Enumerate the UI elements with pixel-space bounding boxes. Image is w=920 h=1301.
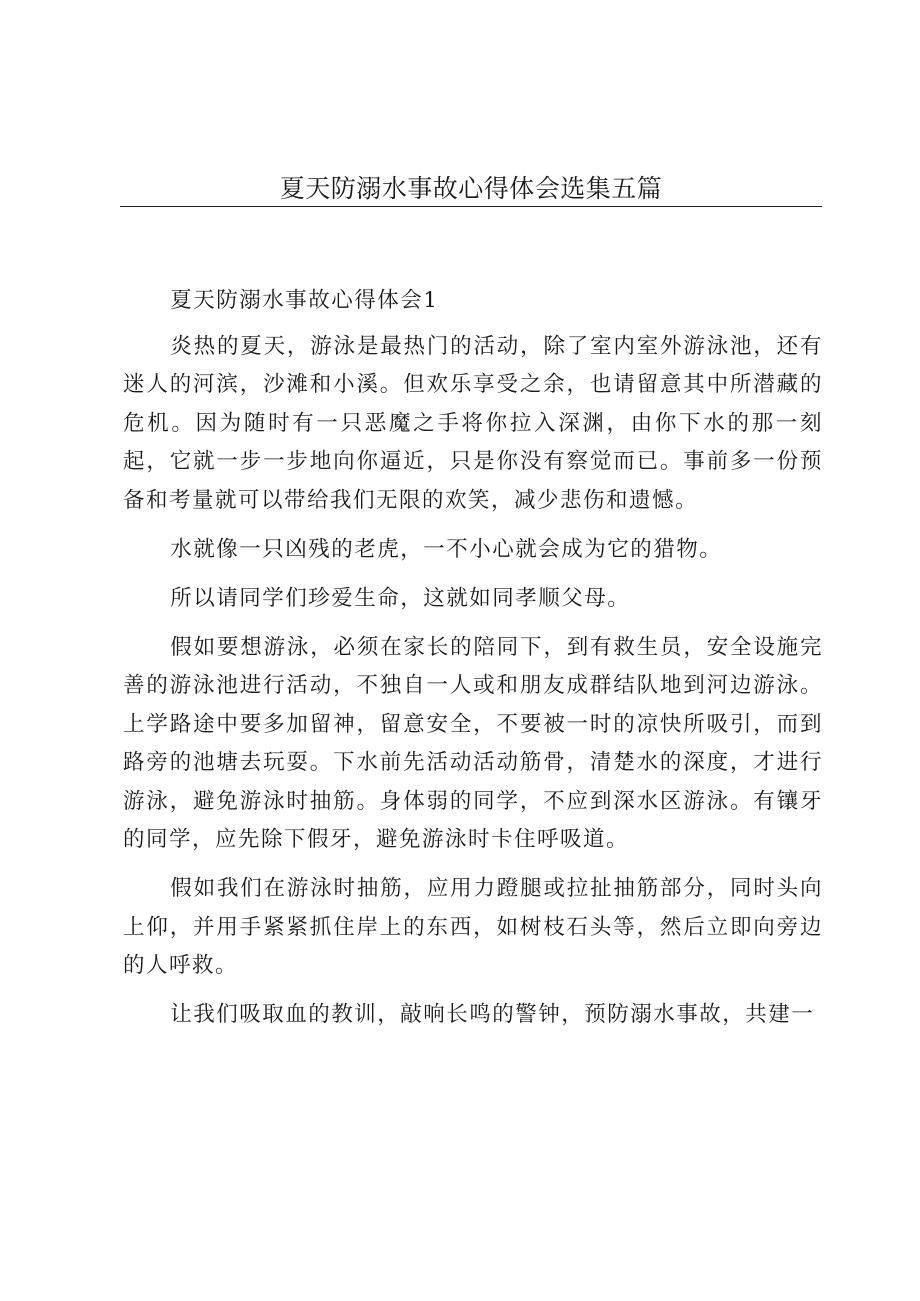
document-title: 夏天防溺水事故心得体会选集五篇 [279,174,663,203]
paragraph: 水就像一只凶残的老虎，一不小心就会成为它的猎物。 [170,536,723,562]
document-body [123,282,823,1045]
paragraph: 假如要想游泳，必须在家长的陪同下，到有救生员，安全设施完善的游泳池进行活动，不独自一人或和朋友成群结队地到河边游泳。上学路途中要多加留神，留意安全，不要被一时的凉快所吸引，而到路旁的池塘去玩耍。下水前先活动活动筋骨，清楚水的深度，才进行游泳，避免游泳时抽筋。身体弱的同学，不应到深水区游泳。有镶牙的同学，应先除下假牙，避免游泳时卡住呼吸道。 [123,634,823,852]
section-heading: 夏天防溺水事故心得体会1 [170,288,439,313]
title-underline [120,206,822,207]
paragraph: 让我们吸取血的教训，敲响长鸣的警钟，预防溺水事故，共建一 [170,1002,815,1027]
paragraph: 炎热的夏天，游泳是最热门的活动，除了室内室外游泳池，还有迷人的河滨，沙滩和小溪。但欢乐享受之余，也请留意其中所潜藏的危机。因为随时有一只恶魔之手将你拉入深渊，由你下水的那一刻起，它就一步一步地向你逼近，只是你没有察觉而已。事前多一份预备和考量就可以带给我们无限的欢笑，减少悲伤和遗憾。 [123,333,823,513]
paragraph: 假如我们在游泳时抽筋，应用力蹬腿或拉扯抽筋部分，同时头向上仰，并用手紧紧抓住岸上的东西，如树枝石头等，然后立即向旁边的人呼救。 [123,876,823,978]
paragraph: 所以请同学们珍爱生命，这就如同孝顺父母。 [170,585,631,611]
